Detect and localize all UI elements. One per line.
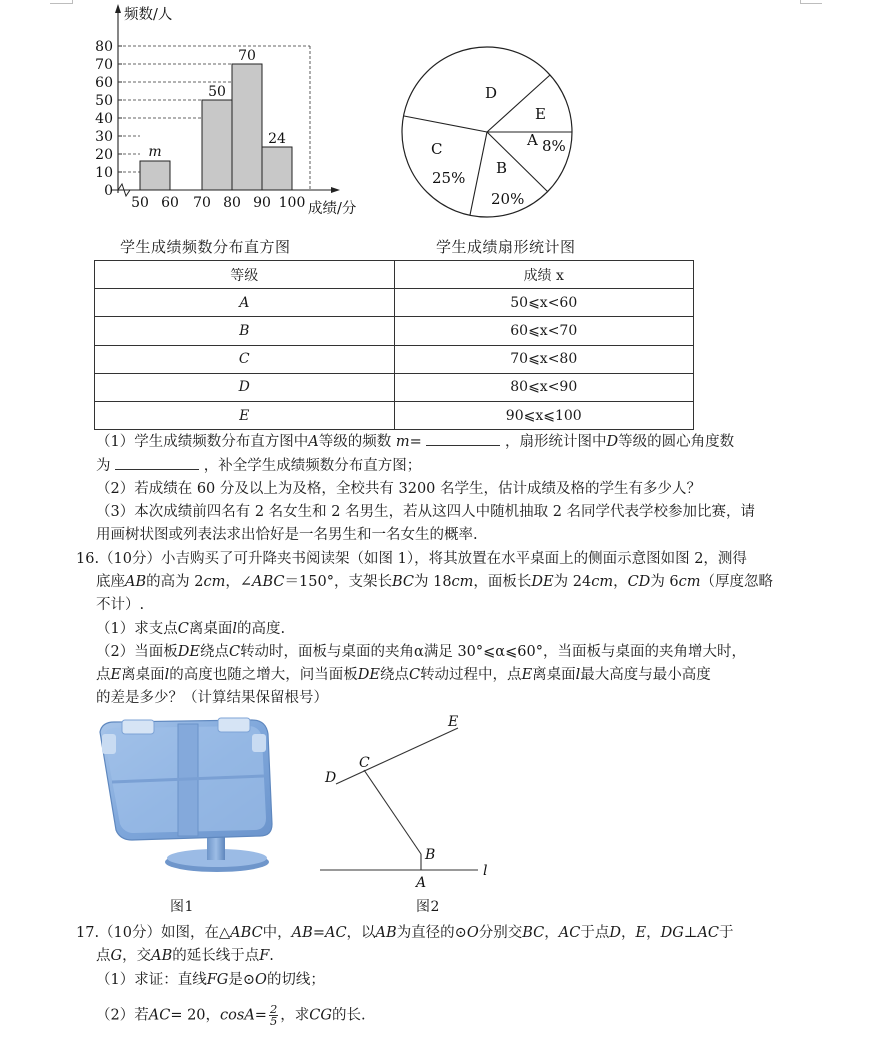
- svg-text:50: 50: [131, 195, 149, 211]
- svg-text:B: B: [425, 847, 436, 863]
- svg-text:D: D: [325, 770, 337, 786]
- svg-text:C: C: [359, 755, 370, 771]
- pie-chart: [398, 8, 598, 220]
- svg-text:C: C: [431, 140, 443, 158]
- svg-text:60: 60: [161, 195, 179, 211]
- table-row: [95, 401, 694, 429]
- q15-part3-line2: 用画树状图或列表法求出恰好是一名男生和一名女生的概率.: [96, 527, 478, 543]
- svg-text:70: 70: [95, 57, 113, 73]
- page-corner-mark: [72, 0, 73, 4]
- svg-text:80: 80: [223, 195, 241, 211]
- svg-text:l: l: [483, 863, 488, 879]
- svg-text:100: 100: [278, 195, 306, 211]
- q17-part1: （1）求证：直线FG是⊙O的切线；: [96, 972, 325, 988]
- svg-text:B: B: [496, 159, 508, 177]
- q16-stem-line3: 不计）.: [96, 597, 145, 613]
- page-corner-mark: [800, 3, 822, 4]
- table-row: [95, 289, 694, 317]
- table-row: [95, 345, 694, 373]
- answer-blank-angle[interactable]: [115, 455, 199, 470]
- svg-text:8%: 8%: [542, 137, 566, 155]
- fraction-two-fifths: $\frac{2}{5}$: [269, 1002, 278, 1028]
- table-cell: C: [95, 345, 395, 373]
- svg-text:40: 40: [95, 111, 113, 127]
- q15-part1-line2: 为 ，补全学生成绩频数分布直方图；: [96, 455, 421, 478]
- svg-text:10: 10: [95, 165, 113, 181]
- svg-text:80: 80: [95, 39, 113, 55]
- table-cell: D: [95, 373, 395, 401]
- svg-text:m: m: [148, 144, 162, 160]
- q15-part3-line1: （3）本次成绩前四名有 2 名女生和 2 名男生，若从这四人中随机抽取 2 名同学代表学校参加比赛，请: [96, 504, 756, 520]
- q16-stem-line2: 底座AB的高为 2cm，∠ABC＝150°，支架长BC为 18cm，面板长DE为 24cm，CD为 6cm（厚度忽略: [96, 574, 774, 590]
- svg-text:A: A: [416, 875, 427, 890]
- svg-text:70: 70: [238, 48, 256, 64]
- table-header-cell: 等级: [95, 261, 395, 289]
- table-row: [95, 373, 694, 401]
- grade-table: [94, 260, 694, 430]
- pie-caption: 学生成绩扇形统计图: [436, 238, 576, 256]
- table-cell: E: [95, 401, 395, 429]
- svg-text:50: 50: [208, 84, 226, 100]
- page-corner-mark: [800, 0, 801, 4]
- table-header-row: [95, 261, 694, 289]
- q17-stem-line2: 点G，交AB的延长线于点F.: [96, 948, 274, 964]
- page-corner-mark: [50, 3, 72, 4]
- svg-text:25%: 25%: [432, 169, 466, 187]
- histogram-caption: 学生成绩频数分布直方图: [120, 238, 291, 256]
- figure2-caption: 图2: [416, 899, 440, 915]
- q15-part2: （2）若成绩在 60 分及以上为及格，全校共有 3200 名学生，估计成绩及格的学生有多少人？: [96, 481, 702, 497]
- book-stand-photo: [92, 712, 287, 882]
- table-row: [95, 317, 694, 345]
- table-cell: A: [95, 289, 395, 317]
- table-cell: 60⩽x<70: [394, 317, 694, 345]
- svg-text:D: D: [485, 84, 498, 102]
- svg-text:20: 20: [95, 147, 113, 163]
- table-cell: 80⩽x<90: [394, 373, 694, 401]
- svg-text:30: 30: [95, 129, 113, 145]
- svg-text:50: 50: [95, 93, 113, 109]
- svg-text:24: 24: [268, 131, 286, 147]
- table-cell: 70⩽x<80: [394, 345, 694, 373]
- svg-text:E: E: [535, 105, 546, 123]
- y-axis-label: 频数/人: [124, 7, 173, 23]
- svg-text:A: A: [527, 131, 538, 149]
- svg-text:E: E: [448, 714, 459, 730]
- svg-text:70: 70: [193, 195, 211, 211]
- table-cell: 90⩽x⩽100: [394, 401, 694, 429]
- q16-part2-line2: 点E离桌面l的高度也随之增大，问当面板DE绕点C转动过程中，点E离桌面l最大高度与最小高度: [96, 667, 711, 683]
- svg-text:20%: 20%: [491, 190, 525, 208]
- table-cell: B: [95, 317, 395, 345]
- figure2-diagram: [320, 710, 500, 890]
- q16-stem-line1: 16.（10分）小吉购买了可升降夹书阅读架（如图 1），将其放置在水平桌面上的侧面示意图如图 2，测得: [76, 551, 747, 567]
- q17-stem-line1: 17.（10分）如图，在△ABC中，AB=AC，以AB为直径的⊙O分别交BC，AC于点D，E，DG⊥AC于: [76, 925, 734, 941]
- table-header-cell: 成绩 x: [394, 261, 694, 289]
- q16-part2-line3: 的差是多少？（计算结果保留根号）: [96, 690, 328, 706]
- histogram-chart: [88, 0, 378, 225]
- q17-part2: （2）若AC= 20，cosA= $\frac{2}{5}$ ，求CG的长.: [96, 1002, 366, 1028]
- q15-part1-line1: （1）学生成绩频数分布直方图中A等级的频数 m= ，扇形统计图中D等级的圆心角度数: [96, 431, 734, 454]
- q16-part1: （1）求支点C离桌面l的高度.: [96, 621, 286, 637]
- answer-blank-m[interactable]: [426, 431, 500, 446]
- figure1-caption: 图1: [170, 899, 194, 915]
- table-cell: 50⩽x<60: [394, 289, 694, 317]
- svg-text:0: 0: [104, 183, 113, 199]
- svg-text:60: 60: [95, 75, 113, 91]
- q16-part2-line1: （2）当面板DE绕点C转动时，面板与桌面的夹角α满足 30°⩽α⩽60°，当面板与桌面的夹角增大时，: [96, 644, 746, 660]
- svg-text:90: 90: [253, 195, 271, 211]
- x-axis-label: 成绩/分: [308, 201, 357, 217]
